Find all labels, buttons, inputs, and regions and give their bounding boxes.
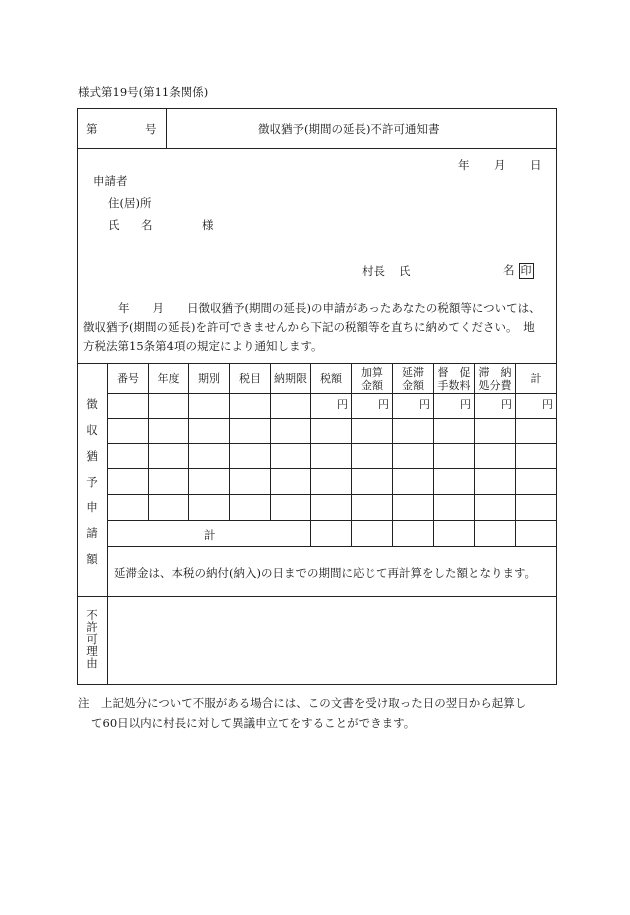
column-header: 番号 bbox=[117, 372, 139, 385]
reason-label-char: 可 bbox=[86, 632, 98, 646]
late-fee-note: 延滞金は、本税の納付(納入)の日までの期間に応じて再計算をした額となります。 bbox=[114, 566, 537, 580]
amount-label-char: 額 bbox=[86, 552, 98, 566]
document-number-prefix: 第 bbox=[86, 122, 98, 136]
applicant-label: 申請者 bbox=[93, 174, 128, 188]
amount-label-char: 収 bbox=[86, 423, 98, 437]
amount-label-char: 徴 bbox=[86, 397, 98, 411]
applicant-name-label-1: 氏 bbox=[108, 218, 120, 232]
column-header: 税目 bbox=[239, 372, 261, 385]
reason-label-char: 由 bbox=[86, 656, 98, 670]
reason-label-char: 不 bbox=[86, 608, 98, 622]
footnote-line-1: 注 上記処分について不服がある場合には、この文書を受け取った日の翌日から起算し bbox=[78, 696, 527, 710]
body-line-2: 徴収猶予(期間の延長)を許可できませんから下記の税額等を直ちに納めてください。 地 bbox=[83, 320, 535, 334]
issuer-mei bbox=[503, 262, 534, 279]
yen-unit: 円 bbox=[542, 398, 553, 411]
column-header: 延滞 金額 bbox=[402, 366, 424, 392]
applicant-honorific: 様 bbox=[202, 218, 214, 232]
applicant-address-label: 住(居)所 bbox=[108, 196, 152, 210]
yen-unit: 円 bbox=[378, 398, 389, 411]
reason-input-area[interactable] bbox=[108, 597, 556, 684]
yen-unit: 円 bbox=[460, 398, 471, 411]
issuer-shi: 氏 bbox=[399, 264, 411, 278]
column-header: 督 促 手数料 bbox=[437, 366, 471, 392]
issuer-mei-label: 名 bbox=[503, 263, 515, 277]
column-header: 滞 納 処分費 bbox=[478, 366, 512, 392]
document-number-suffix: 号 bbox=[145, 122, 157, 136]
column-header: 計 bbox=[530, 372, 542, 385]
amount-label-char: 請 bbox=[86, 526, 98, 540]
yen-unit: 円 bbox=[501, 398, 512, 411]
column-header: 加算 金額 bbox=[361, 366, 383, 392]
yen-unit: 円 bbox=[337, 398, 348, 411]
amount-label-char: 猶 bbox=[86, 449, 98, 463]
date-year: 年 bbox=[458, 158, 470, 172]
reason-label-char: 理 bbox=[86, 644, 98, 658]
date-day: 日 bbox=[530, 158, 542, 172]
yen-unit: 円 bbox=[419, 398, 430, 411]
document-title: 徴収猶予(期間の延長)不許可通知書 bbox=[258, 122, 440, 136]
applicant-name-label-2: 名 bbox=[141, 218, 153, 232]
issuer-title: 村長 bbox=[362, 264, 385, 278]
body-line-1: 年 月 日徴収猶予(期間の延長)の申請があったあなたの税額等については、 bbox=[118, 301, 541, 315]
footnote-line-2: て60日以内に村長に対して異議申立てをすることができます。 bbox=[91, 716, 416, 730]
seal-mark: 印 bbox=[520, 264, 532, 277]
column-header: 年度 bbox=[157, 372, 180, 385]
amount-label-char: 予 bbox=[86, 475, 98, 489]
total-label: 計 bbox=[204, 528, 216, 542]
amount-label-char: 申 bbox=[86, 500, 98, 514]
reason-label-char: 許 bbox=[86, 620, 98, 634]
column-header: 税額 bbox=[320, 372, 342, 385]
body-line-3: 方税法第15条第4項の規定により通知します。 bbox=[83, 339, 323, 353]
column-header: 納期限 bbox=[274, 372, 307, 385]
date-month: 月 bbox=[494, 158, 506, 172]
column-header: 期別 bbox=[198, 372, 220, 385]
form-number-label: 様式第19号(第11条関係) bbox=[78, 85, 209, 99]
